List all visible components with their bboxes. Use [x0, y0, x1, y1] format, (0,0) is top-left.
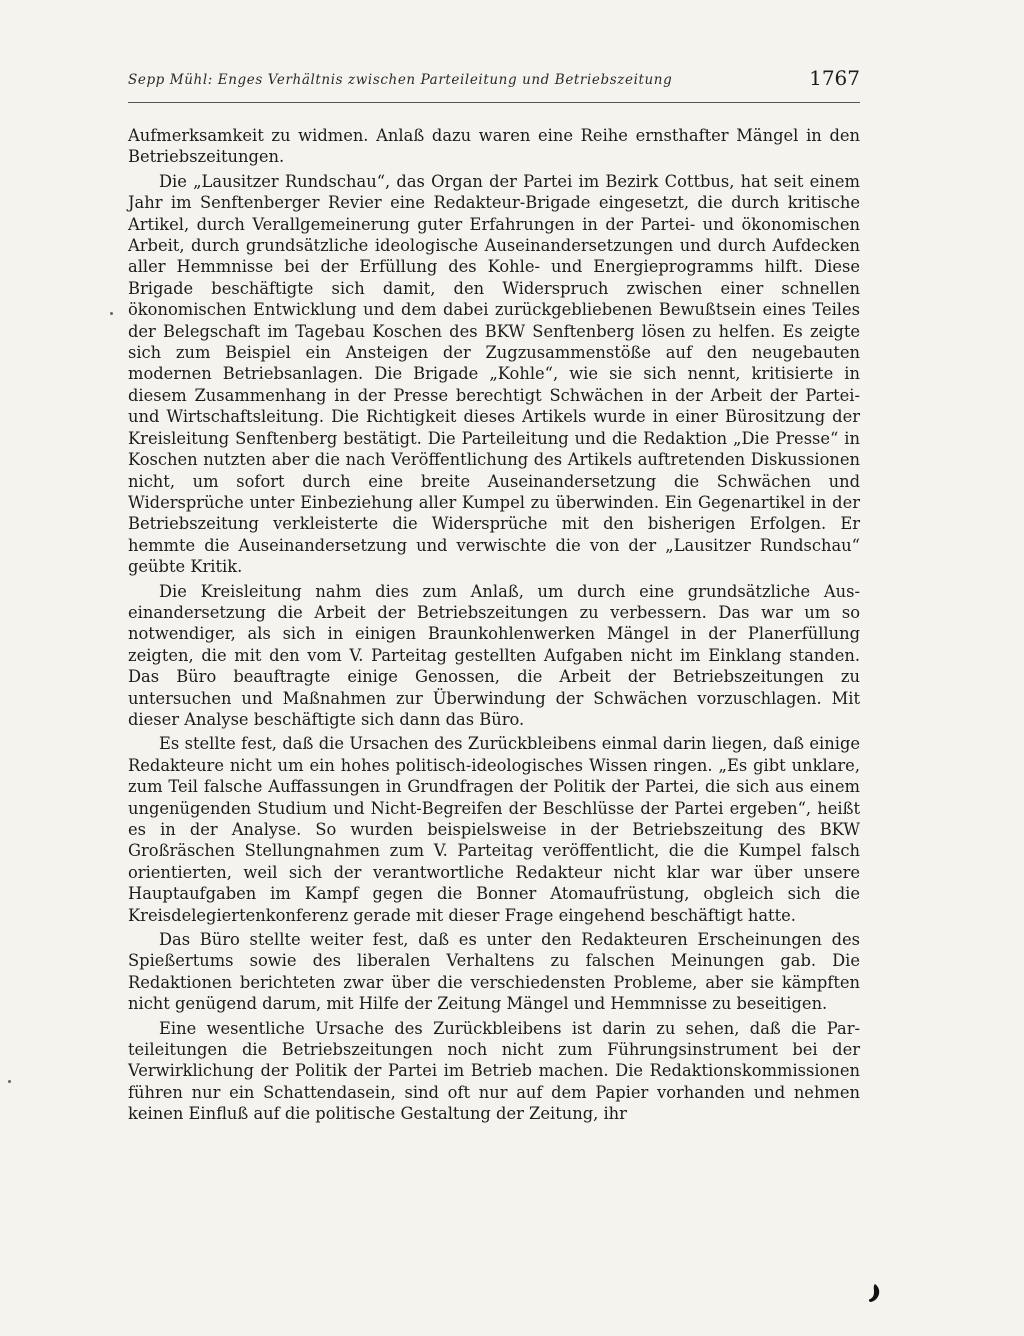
page-number: 1767	[809, 66, 860, 90]
paragraph-5: Das Büro stellte weiter fest, daß es unter den Redakteuren Erscheinungen des Spießertums sowie des liberalen Verhaltens zu falschen Meinungen gab. Die Redaktionen berichteten zwar über die verschiedensten Probleme, aber sie kämpften nicht genügend darum, mit Hilfe der Zeitung Mängel und Hemmnisse zu beseitigen.	[128, 930, 860, 1014]
margin-dot-mark	[110, 312, 113, 315]
body-text	[128, 125, 860, 1125]
paragraph-6: Eine wesentliche Ursache des Zurückbleibens ist darin zu sehen, daß die Parteileitungen die Betriebszeitungen noch nicht zum Führungsinstrument bei der Verwirklichung der Politik der Partei im Betrieb machen. Die Redaktionskommissionen führen nur ein Schattendasein, sind oft nur auf dem Papier vorhanden und nehmen keinen Einfluß auf die politische Gestaltung der Zeitung, ihr	[128, 1018, 860, 1124]
document-page	[128, 64, 860, 1125]
paragraph-2: Die „Lausitzer Rundschau“, das Organ der Partei im Bezirk Cottbus, hat seit einem Jahr im Senftenberger Revier eine Redakteur-Brigade eingesetzt, die durch kritische Artikel, durch Verallgemeinerung guter Erfahrungen in der Partei- und ökonomischen Arbeit, durch grundsätzliche ideologische Auseinandersetzungen und durch Aufdecken aller Hemmnisse bei der Erfüllung des Kohle- und Energieprogramms hilft. Diese Brigade beschäftigte sich damit, den Widerspruch zwischen einer schnellen ökonomischen Entwicklung und dem dabei zurückgebliebenen Bewußtsein eines Teiles der Belegschaft im Tagebau Koschen des BKW Senftenberg lösen zu helfen. Es zeigte sich zum Beispiel ein Ansteigen der Zugzusammenstöße auf den neugebauten modernen Betriebsanlagen. Die Brigade „Kohle“, wie sie sich nennt, kritisierte in diesem Zusammenhang in der Presse berechtigt Schwächen in der Arbeit der Partei- und Wirtschaftsleitung. Die Richtigkeit dieses Artikels wurde in einer Bürositzung der Kreisleitung Senftenberg bestätigt. Die Parteileitung und die Redaktion „Die Presse“ in Koschen nutzten aber die nach Veröffentlichung des Artikels auftretenden Diskussionen nicht, um sofort durch eine breite Auseinandersetzung die Schwächen und Widersprüche unter Einbeziehung aller Kumpel zu überwinden. Ein Gegenartikel in der Betriebszeitung verkleisterte die Widersprüche mit den bisherigen Erfolgen. Er hemmte die Auseinandersetzung und verwischte die von der „Lausitzer Rundschau“ geübte Kritik.	[128, 171, 860, 577]
page-header	[128, 64, 860, 103]
paragraph-4: Es stellte fest, daß die Ursachen des Zurückbleibens einmal darin liegen, daß einige Redakteure nicht um ein hohes politisch-ideologisches Wissen ringen. „Es gibt unklare, zum Teil falsche Auffassungen in Grundfragen der Politik der Partei, die sich aus einem ungenügenden Studium und Nicht-Begreifen der Beschlüsse der Partei ergeben“, heißt es in der Analyse. So wurden beispielsweise in der Betriebszeitung des BKW Großräschen Stellungnahmen zum V. Parteitag veröffentlicht, die die Kumpel falsch orientierten, weil sich der verantwortliche Redakteur nicht klar war über unsere Hauptaufgaben im Kampf gegen die Bonner Atomaufrüstung, obgleich sich die Kreisdelegiertenkonferenz gerade mit dieser Frage eingehend beschäftigt hatte.	[128, 734, 860, 925]
paragraph-1: Aufmerksamkeit zu widmen. Anlaß dazu waren eine Reihe ernsthafter Mängel in den Betriebszeitungen.	[128, 126, 860, 167]
ink-smudge-mark	[866, 1283, 884, 1303]
margin-dot-mark	[8, 1080, 11, 1083]
running-head: Sepp Mühl: Enges Verhältnis zwischen Parteileitung und Betriebszeitung	[128, 72, 673, 88]
paragraph-3: Die Kreisleitung nahm dies zum Anlaß, um durch eine grundsätzliche Auseinandersetzung die Arbeit der Betriebszeitungen zu verbessern. Das war um so notwendiger, als sich in einigen Braunkohlenwerken Mängel in der Planerfüllung zeigten, die mit den vom V. Parteitag gestellten Aufgaben nicht im Einklang standen. Das Büro beauftragte einige Genossen, die Arbeit der Betriebszeitungen zu untersuchen und Maßnahmen zur Überwindung der Schwächen vorzuschlagen. Mit dieser Analyse beschäftigte sich dann das Büro.	[128, 581, 860, 729]
